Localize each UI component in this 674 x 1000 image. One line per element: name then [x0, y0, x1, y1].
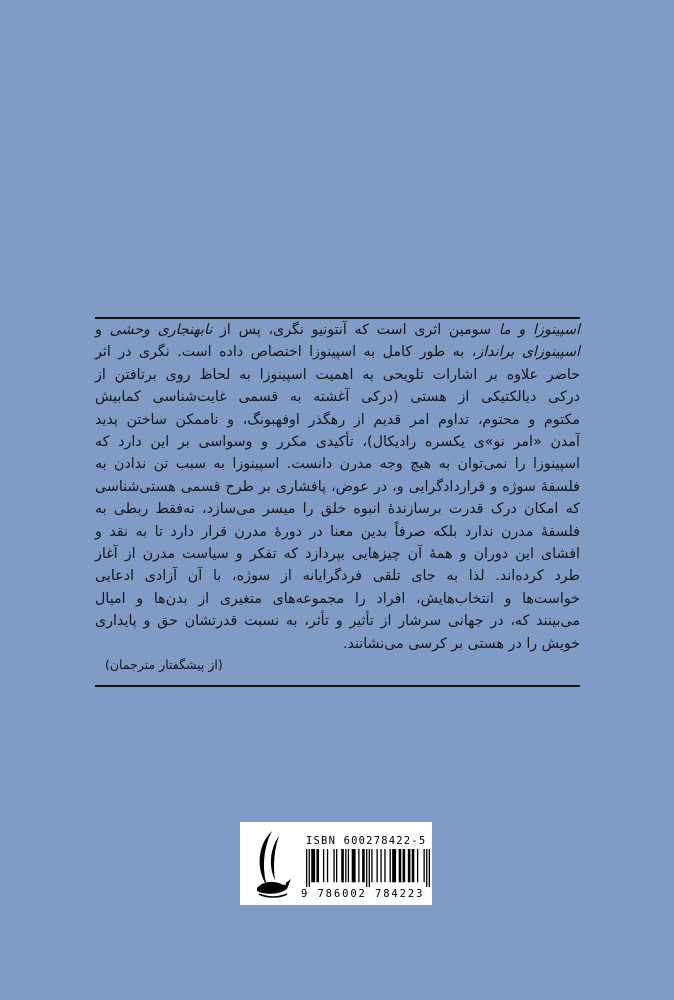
blurb-line: طرد کرده‌اند. لذا به جای تلقی فردگرایانه از سوژه، با آن آزادی ادعایی	[95, 568, 580, 585]
blurb-text	[95, 319, 580, 655]
blurb-line: فلسفهٔ سوژه و قراردادگرایی و، در عوض، پافشاری بر طرح قسمی هستی‌شناسی	[95, 478, 580, 495]
bottom-divider-rule	[95, 685, 580, 687]
blurb-line	[95, 341, 580, 363]
blurb-line: حاضر علاوه بر اشارات تلویحی به اهمیت اسپینوزا به لحاظ روی برتافتن از	[95, 366, 580, 383]
ean-digits: 9 786002 784223	[301, 888, 425, 900]
phoenix-bird-icon	[245, 828, 297, 900]
barcode-guard-bar	[366, 849, 367, 887]
blurb-line: افشای این دوران و همهٔ آن چیزهایی بپردازد که تفکر و سیاست مدرن از آغاز	[95, 546, 580, 563]
blurb-line-last: خویش را در هستی بر کرسی می‌نشانند.	[342, 635, 580, 652]
barcode-guard-bar	[429, 849, 430, 887]
barcode-bars	[306, 849, 430, 887]
book-title-italic: نابهنجاری وحشی	[109, 322, 213, 338]
blurb-text-run: سومین اثری است که آنتونیو نگری، پس از	[212, 322, 499, 338]
barcode-bar	[376, 849, 377, 882]
blurb-text-run: ، به طور کامل به اسپینوزا اختصاص داده است. نگری در اثر	[95, 344, 477, 361]
barcode-bar	[392, 849, 396, 882]
source-note: (از پیشگفتار مترجمان)	[105, 657, 223, 672]
blurb-line: آمدن «امر نو»ی یکسره رادیکال)، تأکیدی مکرر و وسواسی بر این دارد که	[95, 434, 580, 451]
book-title-italic: اسپینوزای برانداز	[476, 344, 580, 361]
barcode-bar	[390, 849, 391, 882]
barcode-bar	[412, 849, 415, 882]
blurb-line: می‌بینند که، در جهانی سرشار از تأثیر و تأثر، به نسبت قدرتشان حق و پایداری	[95, 613, 580, 630]
barcode-bar	[336, 849, 337, 882]
barcode-bar	[399, 849, 402, 882]
blurb-line: مکتوم و محتوم، تداوم امر قدیم از رهگذر اوفهبونگ، و ناممکن ساختن پدید	[95, 411, 580, 428]
blurb-line	[95, 319, 580, 341]
book-title-italic: اسپینوزا و ما	[498, 322, 581, 338]
barcode-bar	[311, 849, 315, 882]
barcode-bar	[352, 849, 356, 882]
barcode-bar	[333, 849, 334, 882]
barcode-bar	[316, 849, 319, 882]
barcode-bar	[423, 849, 424, 882]
barcode-bar	[345, 849, 346, 882]
barcode-bar	[358, 849, 359, 882]
blurb-line: درکی دیالکتیکی از هستی (درکی آغشته به قسمی غایت‌شناسی کمابیش	[95, 389, 580, 406]
barcode-bar	[341, 849, 344, 882]
barcode-bar	[384, 849, 385, 882]
barcode-guard-bar	[369, 849, 370, 887]
barcode-guard-bar	[306, 849, 307, 887]
barcode-guard-bar	[426, 849, 427, 887]
barcode-bar	[417, 849, 418, 882]
barcode-bar	[323, 849, 324, 882]
barcode-bar	[348, 849, 349, 882]
barcode-bar	[380, 849, 381, 882]
blurb-line: که امکان درک قدرت برسازندهٔ انبوه خلق را میسر می‌سازد، نه‌فقط ربطی به	[95, 501, 580, 518]
barcode-box	[240, 822, 432, 905]
blurb-line: خواست‌ها و انتخاب‌هایش، افراد را مجموعه‌های متغیری از بدن‌ها و امیال	[95, 590, 580, 607]
barcode-bar	[371, 849, 372, 882]
barcode-bar	[408, 849, 411, 882]
blurb-line: فلسفهٔ مدرن ندارد بلکه صرفاً بدین معنا در دورهٔ مدرن قرار دارد تا به نقد و	[95, 523, 580, 540]
barcode-bar	[362, 849, 365, 882]
barcode-bar	[403, 849, 406, 882]
blurb-line: اسپینوزا را نمی‌توان به هیچ وجه مدرن دانست. اسپینوزا به سبب تن ندادن به	[95, 456, 580, 473]
isbn-label: ISBN 600278422-5	[306, 835, 427, 847]
barcode-bar	[327, 849, 328, 882]
barcode-guard-bar	[309, 849, 310, 887]
blurb-text-run: و	[95, 322, 110, 338]
